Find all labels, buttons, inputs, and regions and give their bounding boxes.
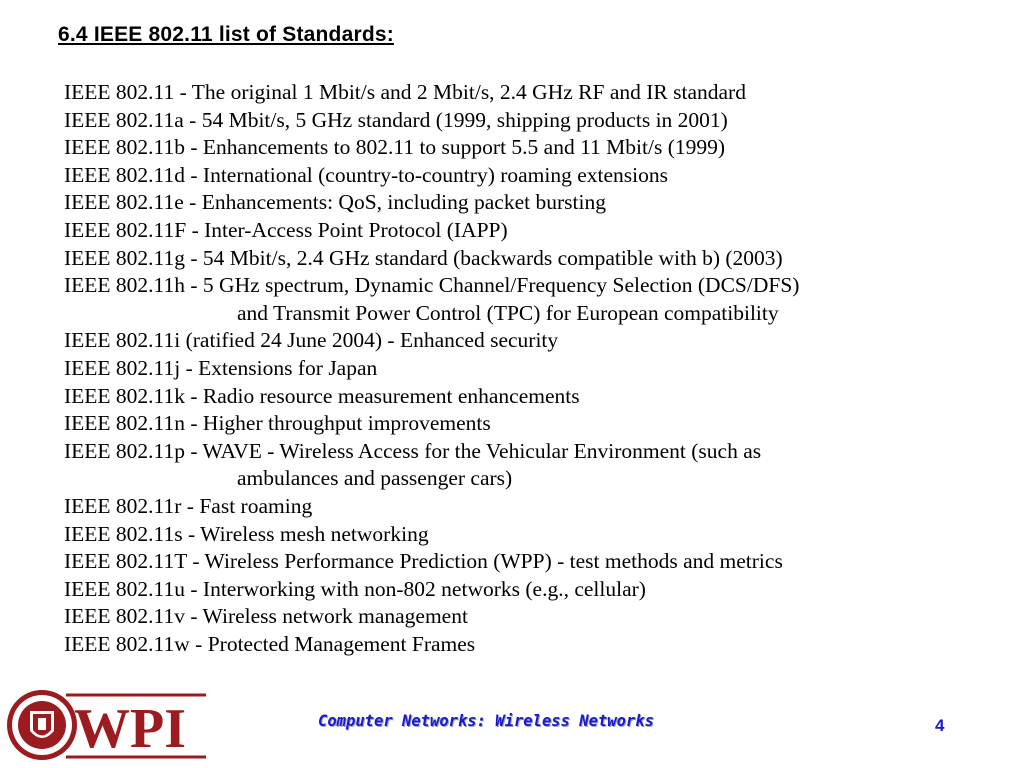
wpi-logo: [6, 687, 206, 763]
standard-text-continued: ambulances and passenger cars): [237, 466, 513, 491]
standard-item: [64, 134, 1004, 162]
standard-item: [64, 107, 1004, 135]
standard-text: IEEE 802.11r - Fast roaming: [64, 493, 313, 518]
standard-text: IEEE 802.11w - Protected Management Frames: [64, 631, 476, 656]
standard-text: IEEE 802.11a - 54 Mbit/s, 5 GHz standard (1999, shipping products in 2001): [64, 107, 728, 132]
course-title: Computer Networks: Wireless Networks: [318, 712, 654, 730]
wpi-wordmark: WPI: [74, 698, 186, 760]
standard-text: IEEE 802.11d - International (country-to-country) roaming extensions: [64, 162, 669, 187]
standard-text: IEEE 802.11F - Inter-Access Point Protocol (IAPP): [64, 217, 508, 242]
wpi-seal-icon: [6, 687, 206, 763]
standard-item: [64, 79, 1004, 107]
page-number: 4: [935, 716, 945, 735]
standard-text: IEEE 802.11e - Enhancements: QoS, including packet bursting: [64, 190, 606, 215]
slide-title: 6.4 IEEE 802.11 list of Standards:: [58, 23, 394, 46]
standard-text: IEEE 802.11k - Radio resource measurement enhancements: [64, 383, 580, 408]
standard-item: [64, 603, 1004, 631]
standard-text: IEEE 802.11T - Wireless Performance Prediction (WPP) - test methods and metrics: [64, 549, 783, 574]
standard-text: IEEE 802.11s - Wireless mesh networking: [64, 521, 429, 546]
standard-text: IEEE 802.11p - WAVE - Wireless Access for the Vehicular Environment (such as: [64, 438, 762, 463]
standard-item: [64, 355, 1004, 383]
standard-item: [64, 217, 1004, 245]
standard-text: IEEE 802.11 - The original 1 Mbit/s and 2 Mbit/s, 2.4 GHz RF and IR standard: [64, 80, 746, 104]
standard-item: [64, 383, 1004, 411]
standard-item: [64, 189, 1004, 217]
standard-item: [64, 493, 1004, 521]
standard-text-continued: and Transmit Power Control (TPC) for European compatibility: [237, 300, 779, 325]
standard-item: [64, 245, 1004, 273]
standard-item: [64, 272, 1004, 327]
standards-list: [64, 79, 1004, 658]
standard-text: IEEE 802.11h - 5 GHz spectrum, Dynamic Channel/Frequency Selection (DCS/DFS): [64, 273, 800, 298]
standard-item: [64, 410, 1004, 438]
standard-item: [64, 162, 1004, 190]
standard-text: IEEE 802.11b - Enhancements to 802.11 to support 5.5 and 11 Mbit/s (1999): [64, 135, 726, 160]
standard-item: [64, 576, 1004, 604]
standard-text: IEEE 802.11j - Extensions for Japan: [64, 355, 378, 380]
standard-text: IEEE 802.11g - 54 Mbit/s, 2.4 GHz standard (backwards compatible with b) (2003): [64, 245, 783, 270]
standard-text: IEEE 802.11i (ratified 24 June 2004) - Enhanced security: [64, 328, 559, 353]
standard-text: IEEE 802.11v - Wireless network management: [64, 604, 468, 629]
standard-item: [64, 327, 1004, 355]
standard-item: [64, 631, 1004, 659]
standard-text: IEEE 802.11n - Higher throughput improvements: [64, 411, 491, 436]
standard-text: IEEE 802.11u - Interworking with non-802 networks (e.g., cellular): [64, 576, 646, 601]
standard-item: [64, 521, 1004, 549]
standard-item: [64, 548, 1004, 576]
standard-item: [64, 438, 1004, 493]
